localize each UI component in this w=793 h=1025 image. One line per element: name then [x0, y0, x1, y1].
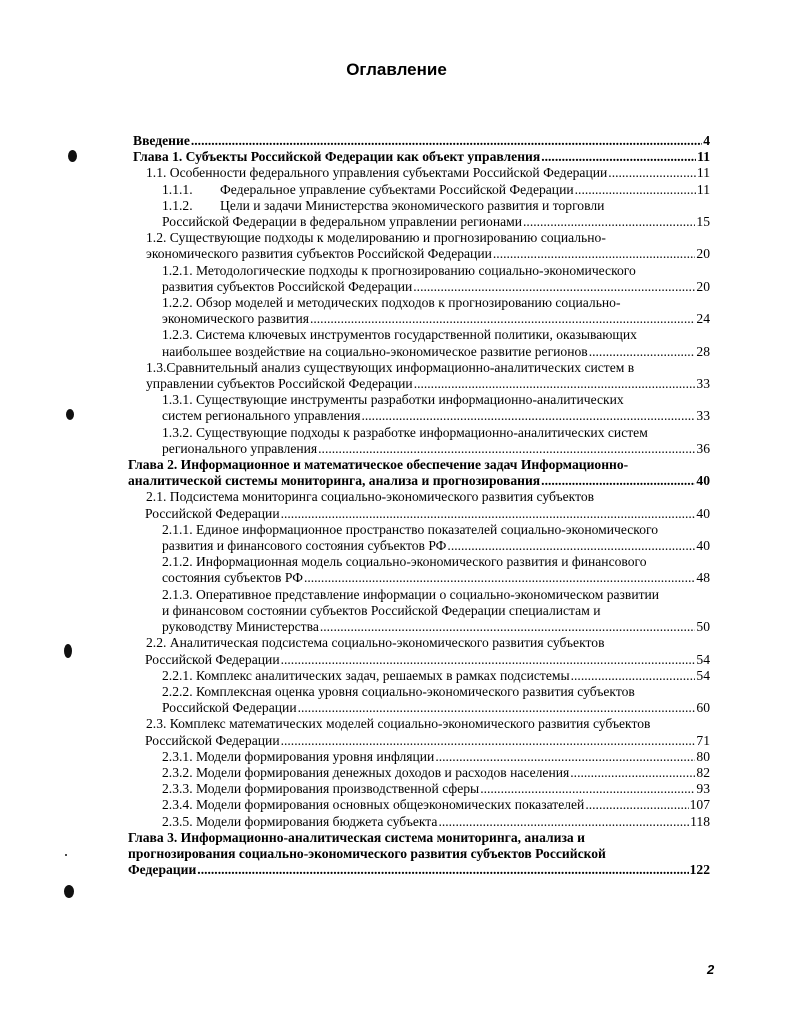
toc-leader-dots [318, 441, 695, 457]
toc-page-number: 54 [696, 667, 710, 683]
toc-entry [146, 360, 710, 392]
page-number: 2 [707, 962, 715, 977]
toc-entry-text: 2.2.1. Комплекс аналитических задач, решаемых в рамках подсистемы [162, 667, 570, 683]
toc-page-number: 20 [696, 246, 710, 262]
toc-entry-text: состояния субъектов РФ [162, 570, 303, 586]
scan-blot [64, 885, 74, 898]
toc-page-number: 122 [689, 862, 710, 878]
toc-leader-dots [589, 344, 696, 360]
toc-page-number: 40 [696, 538, 710, 554]
toc-entry-text: 2.2. Аналитическая подсистема социально-экономического развития субъектов [146, 635, 605, 651]
toc-entry [128, 830, 710, 879]
toc-entry-text: Глава 1. Субъекты Российской Федерации как объект управления [133, 149, 541, 165]
toc-entry-text: 1.1. Особенности федерального управления субъектами Российской Федерации [146, 165, 608, 181]
scan-blot [65, 854, 67, 856]
toc-entry-text: аналитической системы мониторинга, анализа и прогнозирования [128, 473, 541, 489]
toc-entry-text: 1.2. Существующие подходы к моделированию и прогнозированию социально- [146, 230, 606, 246]
toc-page-number: 28 [696, 343, 710, 359]
toc-leader-dots [281, 733, 696, 749]
toc-entry [162, 797, 710, 813]
toc-page-number: 80 [696, 748, 710, 764]
toc-entry-text: управлении субъектов Российской Федерации [146, 376, 413, 392]
toc-entry-text: 2.2.2. Комплексная оценка уровня социально-экономического развития субъектов [162, 683, 635, 699]
toc-entry [146, 489, 710, 521]
scan-blot [64, 644, 72, 658]
toc-entry-text: руководству Министерства [162, 619, 319, 635]
toc-leader-dots [298, 700, 696, 716]
toc-entry [162, 182, 710, 198]
page-title: Оглавление [346, 60, 447, 79]
toc-entry [162, 554, 710, 586]
toc-entry-text: наибольшее воздействие на социально-экономическое развитие регионов [162, 343, 588, 359]
toc-entry [133, 149, 710, 165]
toc-entry-text: 2.1.3. Оперативное представление информации о социально-экономическом развитии [162, 586, 660, 602]
scan-blot [66, 409, 74, 420]
toc-entry [162, 781, 710, 797]
toc-page-number: 15 [696, 214, 710, 230]
toc-entry [162, 668, 710, 684]
toc-entry-text: систем регионального управления [162, 408, 361, 424]
toc-leader-dots [480, 781, 695, 797]
toc-page-number: 50 [696, 619, 710, 635]
toc-leader-dots [281, 652, 696, 668]
toc-entry-text: 1.2.1. Методологические подходы к прогнозированию социально-экономического [162, 262, 636, 278]
toc-leader-dots [191, 133, 702, 149]
toc-entry-text: 2.1.1. Единое информационное пространство показателей социально-экономического [162, 521, 659, 537]
toc-leader-dots [493, 246, 696, 262]
toc-entry [162, 684, 710, 716]
toc-entry-text: 2.3.1. Модели формирования уровня инфляции [162, 748, 435, 764]
toc-entry-text: Федерации [128, 862, 197, 878]
toc-page-number: 36 [696, 440, 710, 456]
toc-entry [133, 133, 710, 149]
toc-page-number: 60 [696, 700, 710, 716]
toc-leader-dots [414, 376, 696, 392]
toc-page-number: 118 [690, 813, 710, 829]
toc-entry-text: 2.1. Подсистема мониторинга социально-экономического развития субъектов [146, 489, 595, 505]
toc-leader-dots [541, 149, 696, 165]
table-of-contents [0, 133, 793, 878]
toc-leader-dots [197, 862, 688, 878]
toc-entry-text: и финансовом состоянии субъектов Российской Федерации специалистам и [162, 602, 601, 618]
toc-entry [162, 295, 710, 327]
toc-entry-text: 2.3.3. Модели формирования производственной сферы [162, 781, 480, 797]
toc-entry-text: 2.3.2. Модели формирования денежных доходов и расходов населения [162, 764, 570, 780]
toc-leader-dots [541, 473, 695, 489]
toc-entry-text: 1.2.2. Обзор моделей и методических подходов к прогнозированию социально- [162, 295, 621, 311]
toc-entry-text: 2.3.4. Модели формирования основных общеэкономических показателей [162, 797, 585, 813]
toc-page-number: 71 [696, 732, 710, 748]
toc-page-number: 33 [696, 408, 710, 424]
toc-entry [162, 522, 710, 554]
toc-entry-text: 2.3.5. Модели формирования бюджета субъекта [162, 813, 438, 829]
toc-entry-number: 1.1.1. [162, 181, 193, 197]
toc-leader-dots [438, 814, 689, 830]
toc-page-number: 48 [696, 570, 710, 586]
toc-leader-dots [523, 214, 695, 230]
toc-entry [162, 198, 710, 230]
toc-leader-dots [571, 668, 696, 684]
toc-page-number: 20 [696, 278, 710, 294]
toc-leader-dots [575, 182, 696, 198]
toc-entry-text: Российской Федерации [145, 651, 280, 667]
toc-page-number: 40 [696, 505, 710, 521]
toc-page-number: 107 [689, 797, 710, 813]
toc-entry [162, 814, 710, 830]
toc-entry-text: Российской Федерации [145, 505, 280, 521]
toc-entry-text: 1.3.Сравнительный анализ существующих информационно-аналитических систем в [146, 359, 635, 375]
toc-page-number: 11 [696, 165, 710, 181]
toc-entry-text: Введение [133, 133, 190, 148]
toc-entry-text: 1.3.2. Существующие подходы к разработке информационно-аналитических систем [162, 424, 648, 440]
toc-entry [162, 327, 710, 359]
toc-page-number: 33 [696, 376, 710, 392]
toc-entry [146, 165, 710, 181]
toc-page-number: 40 [696, 473, 710, 489]
toc-entry-text: Глава 2. Информационное и математическое обеспечение задач Информационно- [128, 457, 629, 473]
toc-entry-text: 2.1.2. Информационная модель социально-экономического развития и финансового [162, 554, 647, 570]
toc-entry-text: Российской Федерации в федеральном управлении регионами [162, 214, 523, 230]
toc-entry-number: 1.1.2. [162, 197, 193, 213]
toc-page-number: 54 [696, 651, 710, 667]
toc-leader-dots [304, 570, 695, 586]
toc-entry-text: Глава 3. Информационно-аналитическая система мониторинга, анализа и [128, 829, 585, 845]
toc-entry-text: развития и финансового состояния субъектов РФ [162, 538, 447, 554]
toc-entry [162, 749, 710, 765]
toc-entry [128, 457, 710, 489]
toc-entry-text: экономического развития [162, 311, 309, 327]
toc-entry [162, 425, 710, 457]
toc-entry-text: Российской Федерации [145, 732, 280, 748]
toc-page-number: 11 [696, 181, 710, 197]
toc-leader-dots [585, 797, 688, 813]
toc-entry [146, 716, 710, 748]
toc-entry [162, 765, 710, 781]
toc-entry-text: 1.3.1. Существующие инструменты разработки информационно-аналитических [162, 392, 624, 408]
toc-entry [162, 263, 710, 295]
toc-entry-text: 2.3. Комплекс математических моделей социально-экономического развития субъектов [146, 716, 651, 732]
toc-page-number: 93 [696, 781, 710, 797]
toc-leader-dots [310, 311, 695, 327]
toc-entry [146, 635, 710, 667]
toc-entry-text: регионального управления [162, 440, 318, 456]
toc-leader-dots [320, 619, 696, 635]
toc-leader-dots [608, 165, 696, 181]
toc-entry [146, 230, 710, 262]
toc-page-number: 24 [696, 311, 710, 327]
toc-entry [162, 392, 710, 424]
toc-page-number: 82 [696, 764, 710, 780]
scan-blot [68, 150, 77, 162]
toc-entry-text: прогнозирования социально-экономического развития субъектов Российской [128, 845, 606, 861]
toc-entry-text: Российской Федерации [162, 700, 297, 716]
toc-entry-text: 1.1.1. Федеральное управление субъектами Российской Федерации [162, 181, 574, 197]
toc-entry-text: 1.2.3. Система ключевых инструментов государственной политики, оказывающих [162, 327, 637, 343]
toc-leader-dots [281, 506, 696, 522]
toc-entry-text: развития субъектов Российской Федерации [162, 278, 413, 294]
toc-page-number: 4 [703, 133, 710, 148]
toc-page-number: 11 [697, 149, 710, 165]
toc-leader-dots [447, 538, 695, 554]
toc-leader-dots [435, 749, 695, 765]
toc-entry [162, 587, 710, 636]
toc-leader-dots [413, 279, 695, 295]
toc-entry-text: экономического развития субъектов Российской Федерации [146, 246, 492, 262]
toc-leader-dots [570, 765, 695, 781]
toc-leader-dots [361, 408, 695, 424]
toc-entry-text: 1.1.2. Цели и задачи Министерства экономического развития и торговли [162, 197, 605, 213]
